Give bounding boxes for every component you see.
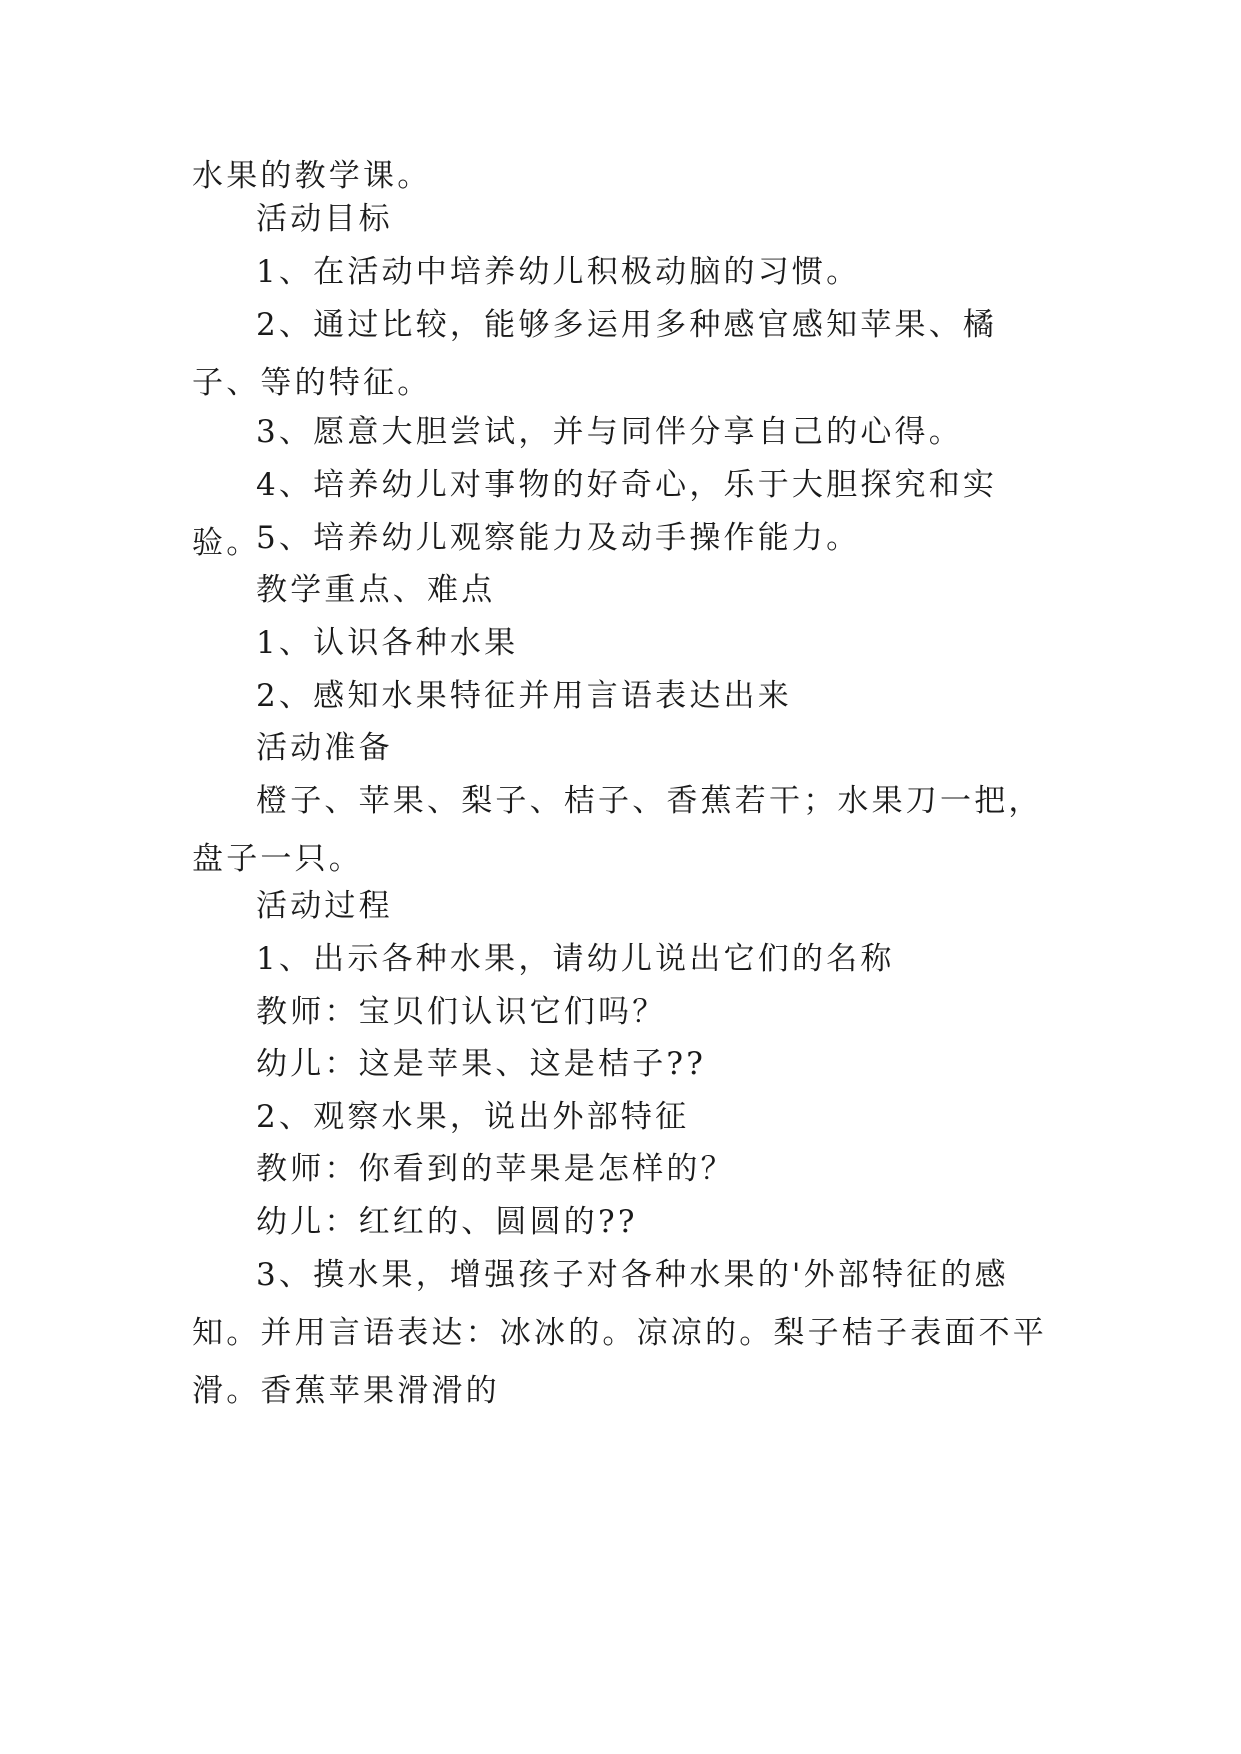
heading-preparation: 活动准备 [256, 730, 393, 766]
process-step-2: 2、观察水果，说出外部特征 [256, 1099, 690, 1135]
key-point-2: 2、感知水果特征并用言语表达出来 [256, 678, 792, 714]
goal-item-1: 1、在活动中培养幼儿积极动脑的习惯。 [256, 254, 861, 290]
preparation-text: 橙子、苹果、梨子、桔子、香蕉若干；水果刀一把，盘子一只。 [192, 783, 1043, 877]
dialogue-teacher-2: 教师：你看到的苹果是怎样的？ [256, 1151, 735, 1187]
goal-item-3: 3、愿意大胆尝试，并与同伴分享自己的心得。 [256, 414, 963, 450]
process-step-3: 3、摸水果，增强孩子对各种水果的'外部特征的感知。并用言语表达：冰冰的。凉凉的。梨子桔子表面不平滑。香蕉苹果滑滑的 [192, 1257, 1047, 1409]
goal-item-4: 4、培养幼儿对事物的好奇心，乐于大胆探究和实验。 [192, 467, 998, 561]
key-point-1: 1、认识各种水果 [256, 625, 519, 661]
goal-item-2: 2、通过比较，能够多运用多种感官感知苹果、橘子、等的特征。 [192, 307, 998, 401]
dialogue-teacher-1: 教师：宝贝们认识它们吗？ [256, 994, 667, 1030]
paragraph-1: 水果的教学课。 [192, 158, 432, 194]
heading-activity-goals: 活动目标 [256, 201, 393, 237]
dialogue-child-1: 幼儿：这是苹果、这是桔子?? [256, 1046, 707, 1082]
heading-process: 活动过程 [256, 888, 393, 924]
heading-key-points: 教学重点、难点 [256, 572, 496, 608]
goal-item-5: 5、培养幼儿观察能力及动手操作能力。 [256, 520, 861, 556]
process-step-1: 1、出示各种水果，请幼儿说出它们的名称 [256, 941, 895, 977]
dialogue-child-2: 幼儿：红红的、圆圆的?? [256, 1204, 638, 1240]
